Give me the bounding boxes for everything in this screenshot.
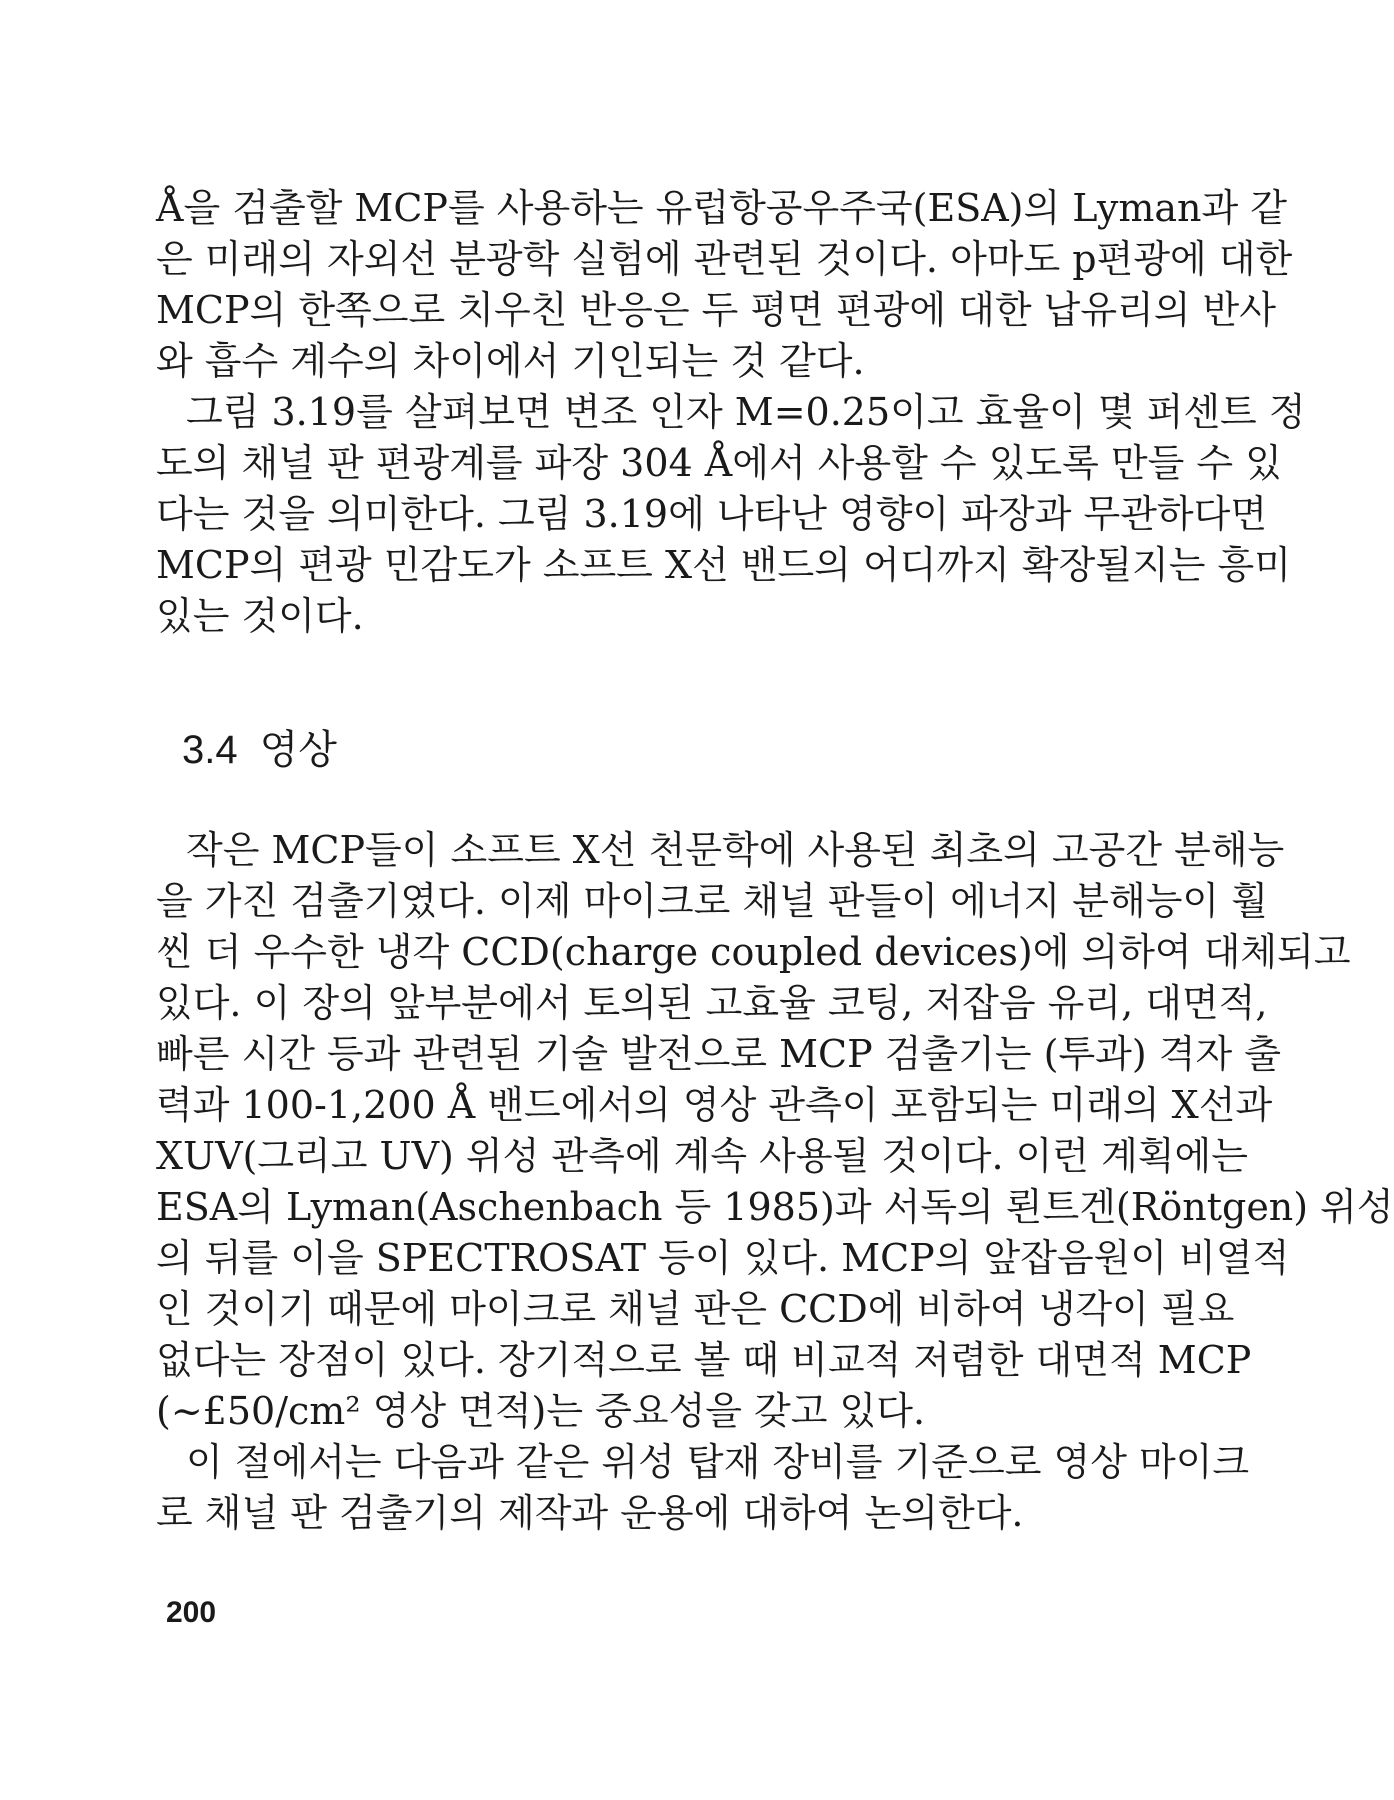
paragraph-line: MCP의 한쪽으로 치우친 반응은 두 평면 편광에 대한 납유리의 반사 [156,288,1276,332]
paragraph-line: MCP의 편광 민감도가 소프트 X선 밴드의 어디까지 확장될지는 흥미 [156,543,1291,587]
paragraph-line: 인 것이기 때문에 마이크로 채널 판은 CCD에 비하여 냉각이 필요 [156,1287,1235,1331]
paragraph-line: 빠른 시간 등과 관련된 기술 발전으로 MCP 검출기는 (투과) 격자 출 [156,1032,1281,1076]
paragraph-line: 을 가진 검출기였다. 이제 마이크로 채널 판들이 에너지 분해능이 훨 [156,879,1268,923]
paragraph-line: 은 미래의 자외선 분광학 실험에 관련된 것이다. 아마도 p편광에 대한 [156,237,1293,281]
paragraph-line: 이 절에서는 다음과 같은 위성 탑재 장비를 기준으로 영상 마이크 [186,1440,1250,1484]
paragraph-line: 있는 것이다. [156,594,364,638]
paragraph-line: 도의 채널 판 편광계를 파장 304 Å에서 사용할 수 있도록 만들 수 있 [156,441,1282,485]
paragraph-line: 없다는 장점이 있다. 장기적으로 볼 때 비교적 저렴한 대면적 MCP [156,1338,1252,1382]
paragraph-line: 의 뒤를 이을 SPECTROSAT 등이 있다. MCP의 앞잡음원이 비열적 [156,1236,1290,1280]
page-number: 200 [166,1596,217,1629]
paragraph-line: 다는 것을 의미한다. 그림 3.19에 나타난 영향이 파장과 무관하다면 [156,492,1268,536]
paragraph-line: (~£50/cm² 영상 면적)는 중요성을 갖고 있다. [156,1389,926,1433]
paragraph-line: 와 흡수 계수의 차이에서 기인되는 것 같다. [156,339,865,383]
paragraph-line: 작은 MCP들이 소프트 X선 천문학에 사용된 최초의 고공간 분해능 [186,828,1285,872]
paragraph-line: XUV(그리고 UV) 위성 관측에 계속 사용될 것이다. 이런 계획에는 [156,1134,1248,1178]
section-title: 영상 [259,728,337,772]
section-number: 3.4 [182,728,238,772]
paragraph-line: 있다. 이 장의 앞부분에서 토의된 고효율 코팅, 저잡음 유리, 대면적, [156,981,1268,1025]
paragraph-line: 로 채널 판 검출기의 제작과 운용에 대하여 논의한다. [156,1491,1024,1535]
paragraph-line: 그림 3.19를 살펴보면 변조 인자 M=0.25이고 효율이 몇 퍼센트 정 [186,390,1306,434]
paragraph-line: 력과 100-1,200 Å 밴드에서의 영상 관측이 포함되는 미래의 X선과 [156,1083,1273,1127]
paragraph-line: ESA의 Lyman(Aschenbach 등 1985)과 서독의 뢴트겐(Röntgen) 위성 [156,1185,1394,1229]
section-heading [182,722,359,778]
paragraph-line: 씬 더 우수한 냉각 CCD(charge coupled devices)에 의하여 대체되고 [156,930,1351,974]
paragraph-line: Å을 검출할 MCP를 사용하는 유럽항공우주국(ESA)의 Lyman과 같 [156,186,1287,230]
